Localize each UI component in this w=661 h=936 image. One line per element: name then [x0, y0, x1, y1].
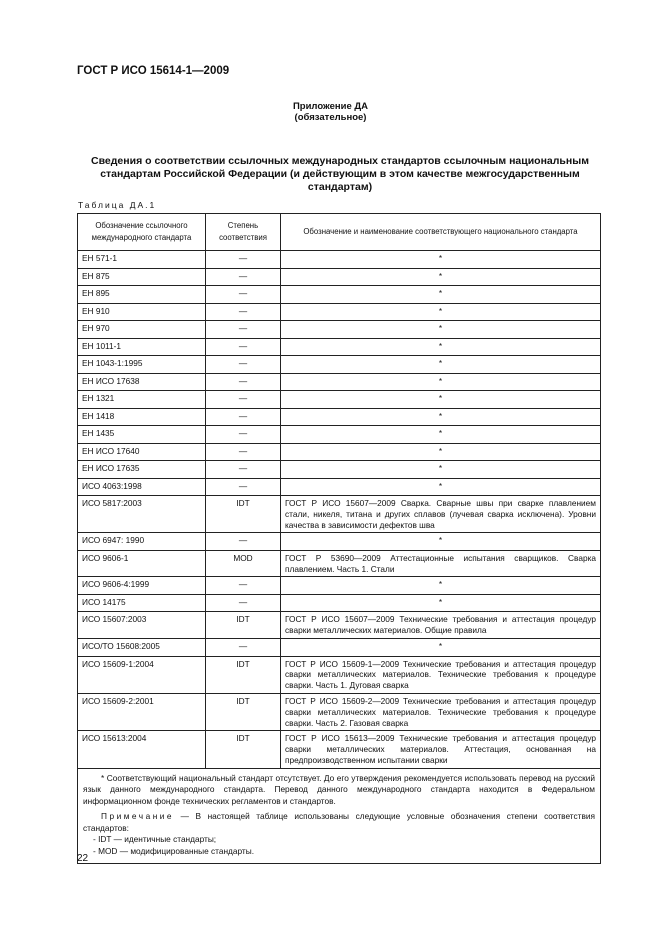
international-standard-cell: ИСО 15609-2:2001: [78, 693, 206, 730]
national-standard-cell: *: [281, 356, 601, 374]
conformity-degree-cell: —: [206, 373, 281, 391]
table-row: [78, 443, 601, 461]
conformity-degree-cell: —: [206, 426, 281, 444]
national-standard-cell: ГОСТ Р ИСО 15609-1—2009 Технические требования и аттестация процедур сварки металлических материалов. Технические требования к процедуре сварки. Часть 1. Дуговая сварка: [281, 656, 601, 693]
conformity-degree-cell: —: [206, 408, 281, 426]
note-item: - IDT — идентичные стандарты;: [93, 834, 217, 845]
national-standard-cell: ГОСТ Р 53690—2009 Аттестационные испытания сварщиков. Сварка плавлением. Часть 1. Стали: [281, 550, 601, 577]
table-row: [78, 356, 601, 374]
column-header: Обозначение и наименование соответствующего национального стандарта: [281, 214, 601, 251]
page-number: 22: [77, 853, 89, 864]
document-header: ГОСТ Р ИСО 15614-1—2009: [77, 65, 230, 77]
international-standard-cell: ИСО 14175: [78, 594, 206, 612]
international-standard-cell: ИСО 15613:2004: [78, 731, 206, 768]
conformity-degree-cell: MOD: [206, 550, 281, 577]
table-row: [78, 577, 601, 595]
national-standard-cell: ГОСТ Р ИСО 15613—2009 Технические требования и аттестация процедур сварки металлических материалов. Аттестация, основанная на предпроизводственном испытании сварки: [281, 731, 601, 768]
conformity-degree-cell: IDT: [206, 496, 281, 533]
table-row: [78, 408, 601, 426]
conformity-degree-cell: IDT: [206, 693, 281, 730]
table-row: [78, 594, 601, 612]
column-header: Степень соответствия: [206, 214, 281, 251]
conformity-degree-cell: —: [206, 338, 281, 356]
conformity-degree-cell: —: [206, 321, 281, 339]
note-item: - MOD — модифицированные стандарты.: [93, 845, 255, 856]
table-label: Таблица ДА.1: [78, 200, 157, 210]
table-row: [78, 612, 601, 639]
conformity-degree-cell: —: [206, 251, 281, 269]
national-standard-cell: *: [281, 303, 601, 321]
table-row: [78, 321, 601, 339]
note-text: — В настоящей таблице использованы следующие условные обозначения степени соответствия стандартов:: [83, 811, 595, 833]
national-standard-cell: *: [281, 443, 601, 461]
international-standard-cell: ЕН ИСО 17638: [78, 373, 206, 391]
international-standard-cell: ИСО 9606-1: [78, 550, 206, 577]
conformity-degree-cell: —: [206, 577, 281, 595]
conformity-degree-cell: —: [206, 461, 281, 479]
national-standard-cell: *: [281, 533, 601, 551]
international-standard-cell: ЕН 1435: [78, 426, 206, 444]
international-standard-cell: ЕН 1321: [78, 391, 206, 409]
table-row: [78, 656, 601, 693]
national-standard-cell: *: [281, 426, 601, 444]
annex-heading: [0, 101, 661, 123]
note: [83, 811, 595, 834]
conformity-degree-cell: IDT: [206, 731, 281, 768]
table-row: [78, 373, 601, 391]
international-standard-cell: ЕН 1011-1: [78, 338, 206, 356]
international-standard-cell: ИСО 4063:1998: [78, 478, 206, 496]
table-row: [78, 533, 601, 551]
national-standard-cell: *: [281, 639, 601, 657]
international-standard-cell: ИСО 15609-1:2004: [78, 656, 206, 693]
international-standard-cell: ЕН 970: [78, 321, 206, 339]
national-standard-cell: ГОСТ Р ИСО 15607—2009 Технические требования и аттестация процедур сварки металлических материалов. Общие правила: [281, 612, 601, 639]
international-standard-cell: ЕН 1043-1:1995: [78, 356, 206, 374]
conformity-degree-cell: IDT: [206, 612, 281, 639]
conformity-degree-cell: —: [206, 391, 281, 409]
table-row: [78, 478, 601, 496]
note-label: Примечание: [101, 811, 175, 822]
national-standard-cell: *: [281, 577, 601, 595]
table-row: [78, 338, 601, 356]
table-row: [78, 251, 601, 269]
conformity-degree-cell: —: [206, 639, 281, 657]
international-standard-cell: ЕН ИСО 17640: [78, 443, 206, 461]
international-standard-cell: ЕН 1418: [78, 408, 206, 426]
national-standard-cell: *: [281, 286, 601, 304]
international-standard-cell: ИСО 15607:2003: [78, 612, 206, 639]
conformity-degree-cell: —: [206, 478, 281, 496]
national-standard-cell: *: [281, 373, 601, 391]
national-standard-cell: *: [281, 461, 601, 479]
international-standard-cell: ИСО 9606-4:1999: [78, 577, 206, 595]
national-standard-cell: ГОСТ Р ИСО 15609-2—2009 Технические требования и аттестация процедур сварки металлических материалов. Технические требования к процедуре сварки. Часть 2. Газовая сварка: [281, 693, 601, 730]
national-standard-cell: *: [281, 478, 601, 496]
national-standard-cell: ГОСТ Р ИСО 15607—2009 Сварка. Сварные швы при сварке плавлением стали, никеля, титана и других сплавов (лучевая сварка исключена). Уровни качества в зависимости дефектов шва: [281, 496, 601, 533]
international-standard-cell: ЕН 910: [78, 303, 206, 321]
column-header: Обозначение ссылочного международного стандарта: [78, 214, 206, 251]
table-row: [78, 286, 601, 304]
table-row: [78, 639, 601, 657]
table-row: [78, 550, 601, 577]
annex-title: Приложение ДА: [292, 101, 369, 112]
table-row: [78, 693, 601, 730]
table-row: [78, 496, 601, 533]
table-row: [78, 303, 601, 321]
national-standard-cell: *: [281, 251, 601, 269]
international-standard-cell: ЕН 571-1: [78, 251, 206, 269]
section-title: Сведения о соответствии ссылочных международных стандартов ссылочным национальным стандартам Российской Федерации (и действующим в этом качестве межгосударственным стандартам): [91, 155, 589, 193]
correspondence-table: [77, 213, 601, 864]
annex-subtitle: (обязательное): [294, 112, 367, 123]
table-row: [78, 426, 601, 444]
national-standard-cell: *: [281, 594, 601, 612]
conformity-degree-cell: —: [206, 356, 281, 374]
international-standard-cell: ЕН ИСО 17635: [78, 461, 206, 479]
international-standard-cell: ЕН 895: [78, 286, 206, 304]
table-row: [78, 391, 601, 409]
international-standard-cell: ЕН 875: [78, 268, 206, 286]
national-standard-cell: *: [281, 268, 601, 286]
table-row: [78, 461, 601, 479]
international-standard-cell: ИСО/ТО 15608:2005: [78, 639, 206, 657]
conformity-degree-cell: —: [206, 268, 281, 286]
international-standard-cell: ИСО 5817:2003: [78, 496, 206, 533]
national-standard-cell: *: [281, 338, 601, 356]
conformity-degree-cell: —: [206, 594, 281, 612]
conformity-degree-cell: —: [206, 533, 281, 551]
conformity-degree-cell: —: [206, 286, 281, 304]
national-standard-cell: *: [281, 321, 601, 339]
national-standard-cell: *: [281, 391, 601, 409]
table-row: [78, 731, 601, 768]
national-standard-cell: *: [281, 408, 601, 426]
international-standard-cell: ИСО 6947: 1990: [78, 533, 206, 551]
conformity-degree-cell: IDT: [206, 656, 281, 693]
table-row: [78, 268, 601, 286]
conformity-degree-cell: —: [206, 303, 281, 321]
footnote-row: [78, 768, 601, 864]
conformity-degree-cell: —: [206, 443, 281, 461]
table-header-row: [78, 214, 601, 251]
footnote: * Соответствующий национальный стандарт отсутствует. До его утверждения рекомендуется использовать перевод на русский язык данного международного стандарта. Перевод данного международного стандарта находится в Федеральном информационном фонде технических регламентов и стандартов.: [83, 772, 595, 806]
